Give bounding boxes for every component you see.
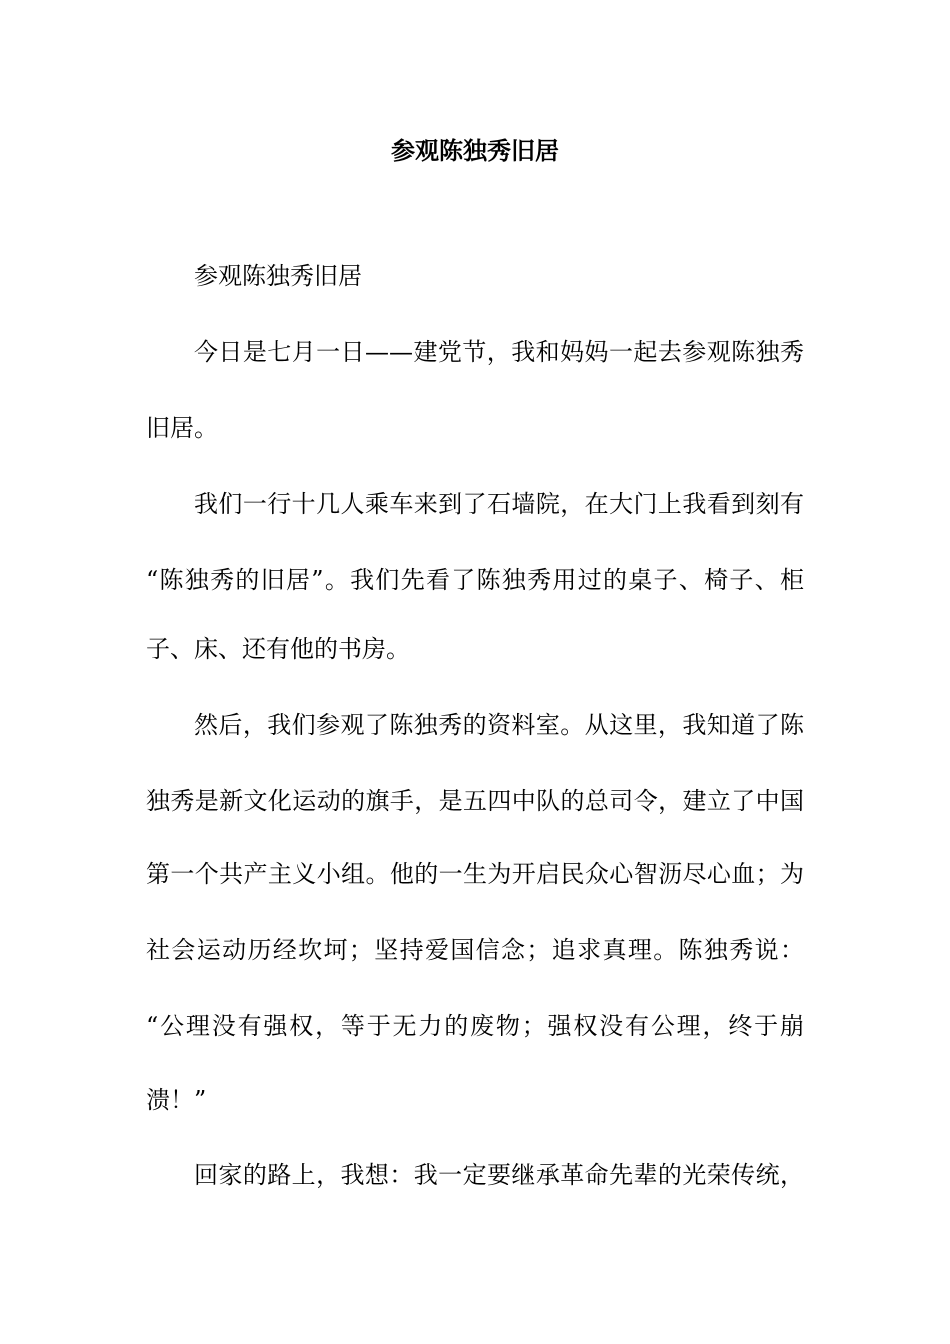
text-line: 参观陈独秀旧居 [194, 262, 362, 290]
text-line: “陈独秀的旧居”。我们先看了陈独秀用过的桌子、椅子、柜 [146, 566, 804, 594]
text-line: 独秀是新文化运动的旗手，是五四中队的总司令，建立了中国 [146, 787, 804, 815]
text-line: 子、床、还有他的书房。 [146, 635, 410, 663]
text-line: 我们一行十几人乘车来到了石墙院，在大门上我看到刻有 [194, 490, 804, 518]
document-title: 参观陈独秀旧居 [391, 137, 559, 165]
text-line: 今日是七月一日——建党节，我和妈妈一起去参观陈独秀 [194, 338, 804, 366]
text-line: 溃！” [146, 1086, 207, 1114]
text-line: 回家的路上，我想：我一定要继承革命先辈的光荣传统， [194, 1161, 804, 1189]
text-line: 第一个共产主义小组。他的一生为开启民众心智沥尽心血；为 [146, 860, 804, 888]
text-line: 然后，我们参观了陈独秀的资料室。从这里，我知道了陈 [194, 711, 804, 739]
text-line: 旧居。 [146, 414, 218, 442]
text-line: 社会运动历经坎坷；坚持爱国信念；追求真理。陈独秀说： [146, 936, 804, 964]
text-line: “公理没有强权，等于无力的废物；强权没有公理，终于崩 [146, 1012, 804, 1040]
